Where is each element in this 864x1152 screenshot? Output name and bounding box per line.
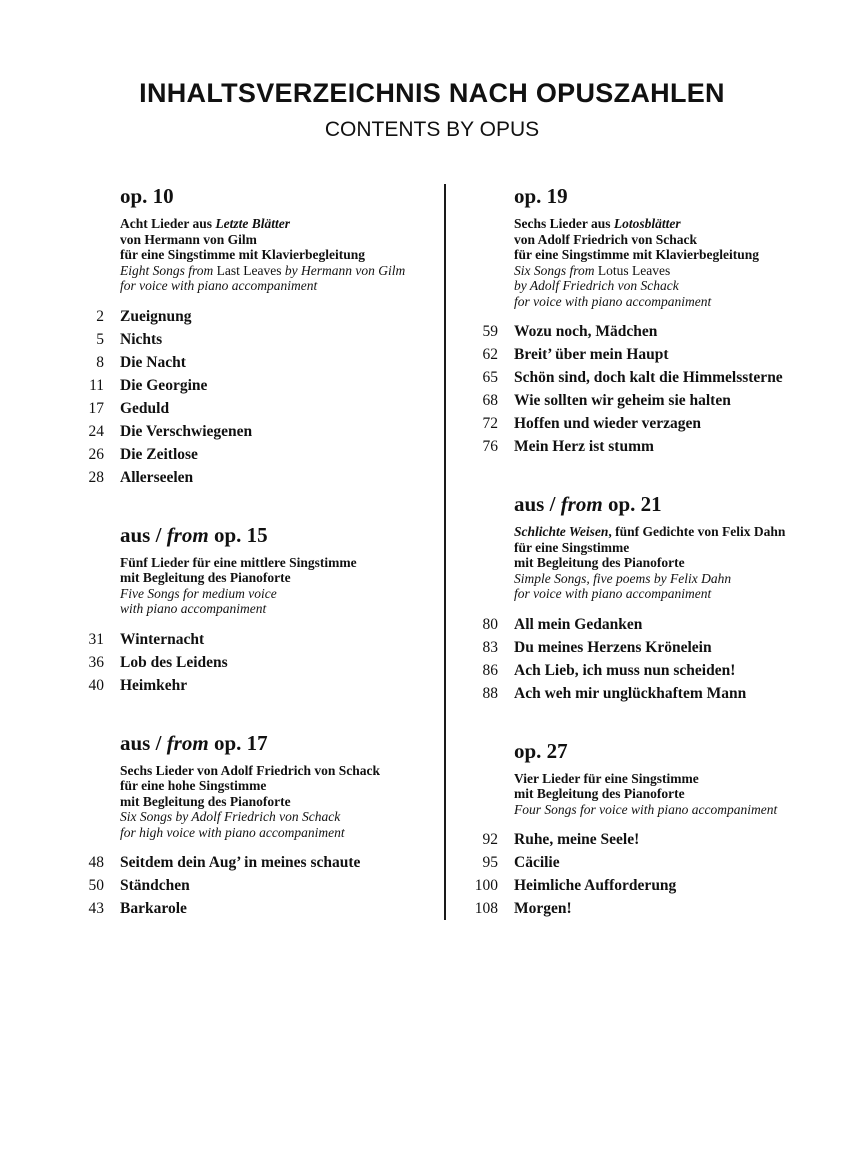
song-title: Breit’ über mein Haupt bbox=[514, 346, 669, 363]
section-description-line bbox=[64, 263, 418, 279]
song-page-number: 95 bbox=[482, 854, 498, 871]
song-entry bbox=[458, 343, 812, 366]
section-description-line bbox=[64, 232, 418, 248]
text-run: mit Begleitung des Pianoforte bbox=[120, 793, 291, 809]
song-page-number: 50 bbox=[88, 877, 104, 894]
opus-heading bbox=[64, 184, 418, 209]
song-page-number: 31 bbox=[88, 630, 104, 648]
section-description-line bbox=[458, 571, 812, 587]
song-page-number: 72 bbox=[482, 415, 498, 432]
song-list bbox=[458, 613, 812, 705]
section-description-line bbox=[64, 216, 418, 232]
page-subtitle: CONTENTS BY OPUS bbox=[324, 118, 540, 141]
text-run: for voice with piano accompaniment bbox=[514, 293, 712, 309]
song-list bbox=[64, 851, 418, 920]
song-title: Morgen! bbox=[514, 900, 572, 917]
text-run: with piano accompaniment bbox=[120, 601, 267, 616]
song-entry bbox=[458, 613, 812, 636]
song-list bbox=[64, 628, 418, 697]
text-run: Six Songs by Adolf Friedrich von Schack bbox=[120, 809, 341, 824]
song-title: Wie sollten wir geheim sie halten bbox=[514, 392, 731, 409]
text-run: op. 27 bbox=[514, 738, 568, 763]
column-right bbox=[446, 184, 812, 920]
section-description-line bbox=[64, 570, 418, 586]
song-list bbox=[64, 305, 418, 489]
song-page-number: 24 bbox=[88, 422, 104, 440]
opus-section bbox=[458, 739, 812, 921]
song-entry bbox=[64, 851, 418, 874]
section-description-line bbox=[458, 278, 812, 294]
section-description-line bbox=[64, 825, 418, 841]
song-entry bbox=[64, 897, 418, 920]
song-page-number: 83 bbox=[482, 638, 498, 656]
text-run: Schlichte Weisen bbox=[514, 524, 609, 539]
text-run: Sechs Lieder aus bbox=[514, 216, 614, 231]
song-entry bbox=[64, 397, 418, 420]
section-description-line bbox=[64, 778, 418, 794]
song-title: Nichts bbox=[120, 330, 163, 348]
song-title: Die Verschwiegenen bbox=[120, 422, 253, 440]
song-list bbox=[458, 320, 812, 458]
text-run: for voice with piano accompaniment bbox=[514, 586, 712, 601]
opus-heading bbox=[458, 739, 812, 764]
song-entry bbox=[64, 874, 418, 897]
song-entry bbox=[458, 389, 812, 412]
contents-columns bbox=[64, 184, 812, 920]
section-description-line bbox=[64, 809, 418, 825]
text-run: Lotosblätter bbox=[613, 216, 681, 231]
text-run: von Hermann von Gilm bbox=[120, 231, 257, 247]
text-run: aus / bbox=[120, 522, 167, 547]
song-entry bbox=[64, 628, 418, 651]
text-run: for high voice with piano accompaniment bbox=[120, 824, 345, 840]
page-title: INHALTSVERZEICHNIS NACH OPUSZAHLEN bbox=[139, 78, 725, 108]
song-entry bbox=[458, 897, 812, 920]
song-title: Die Nacht bbox=[120, 353, 186, 371]
song-page-number: 59 bbox=[482, 323, 498, 340]
text-run: für eine Singstimme bbox=[514, 539, 630, 555]
song-entry bbox=[64, 651, 418, 674]
section-description-line bbox=[64, 601, 418, 617]
opus-section bbox=[64, 731, 418, 921]
song-title: Du meines Herzens Krönelein bbox=[514, 638, 712, 656]
text-run: op. 17 bbox=[208, 730, 268, 755]
section-description-line bbox=[458, 263, 812, 279]
opus-section bbox=[458, 184, 812, 458]
song-title: Winternacht bbox=[120, 630, 205, 648]
section-description-line bbox=[64, 763, 418, 779]
song-entry bbox=[458, 851, 812, 874]
song-entry bbox=[64, 305, 418, 328]
song-page-number: 28 bbox=[88, 468, 104, 486]
text-run: Fünf Lieder für eine mittlere Singstimme bbox=[120, 554, 357, 570]
text-run: by Adolf Friedrich von Schack bbox=[514, 278, 679, 293]
section-description-line bbox=[64, 278, 418, 294]
song-entry bbox=[458, 874, 812, 897]
song-title: Seitdem dein Aug’ in meines schaute bbox=[120, 854, 361, 871]
song-title: Heimkehr bbox=[120, 676, 188, 694]
text-run: mit Begleitung des Pianoforte bbox=[120, 570, 291, 585]
song-entry bbox=[458, 412, 812, 435]
song-page-number: 88 bbox=[482, 684, 498, 702]
song-entry bbox=[64, 443, 418, 466]
text-run: Eight Songs from bbox=[120, 262, 217, 278]
song-page-number: 92 bbox=[482, 831, 498, 848]
text-run: from bbox=[166, 522, 209, 547]
song-title: Heimliche Aufforderung bbox=[514, 877, 677, 894]
opus-section bbox=[64, 523, 418, 697]
text-run: für eine Singstimme mit Klavierbegleitung bbox=[120, 247, 365, 262]
song-entry bbox=[458, 435, 812, 458]
song-page-number: 86 bbox=[482, 661, 498, 679]
song-entry bbox=[458, 828, 812, 851]
song-page-number: 65 bbox=[482, 369, 498, 386]
song-page-number: 5 bbox=[96, 330, 104, 348]
section-description-line bbox=[64, 555, 418, 571]
song-page-number: 40 bbox=[88, 676, 104, 694]
song-title: Ruhe, meine Seele! bbox=[514, 831, 640, 848]
song-page-number: 17 bbox=[88, 399, 104, 417]
section-description-line bbox=[458, 802, 812, 818]
text-run: Four Songs for voice with piano accompaniment bbox=[514, 801, 778, 817]
text-run: Acht Lieder aus bbox=[120, 216, 216, 231]
song-title: Allerseelen bbox=[120, 468, 194, 486]
song-page-number: 62 bbox=[482, 346, 498, 363]
song-title: Ach Lieb, ich muss nun scheiden! bbox=[514, 661, 736, 679]
song-entry bbox=[64, 374, 418, 397]
text-run: für eine hohe Singstimme bbox=[120, 778, 267, 793]
text-run: mit Begleitung des Pianoforte bbox=[514, 555, 685, 570]
song-entry bbox=[64, 420, 418, 443]
song-title: Lob des Leidens bbox=[120, 653, 228, 671]
song-entry bbox=[64, 674, 418, 697]
section-description-line bbox=[458, 586, 812, 602]
text-run: , fünf Gedichte von Felix Dahn bbox=[608, 524, 786, 539]
text-run: Lotus Leaves bbox=[597, 262, 671, 278]
section-description-line bbox=[458, 294, 812, 310]
text-run: Simple Songs, five poems by Felix Dahn bbox=[514, 570, 732, 586]
song-page-number: 100 bbox=[474, 877, 498, 894]
section-description-line bbox=[64, 794, 418, 810]
text-run: op. 10 bbox=[120, 184, 174, 208]
text-run: from bbox=[166, 730, 209, 755]
opus-heading bbox=[458, 492, 812, 517]
song-title: Schön sind, doch kalt die Himmelssterne bbox=[514, 369, 783, 386]
song-page-number: 108 bbox=[474, 900, 498, 917]
text-run: Five Songs for medium voice bbox=[120, 585, 277, 601]
text-run: from bbox=[560, 492, 603, 516]
song-title: Mein Herz ist stumm bbox=[514, 438, 654, 455]
song-entry bbox=[458, 366, 812, 389]
song-title: All mein Gedanken bbox=[514, 615, 643, 633]
section-description-line bbox=[458, 540, 812, 556]
section-description-line bbox=[64, 586, 418, 602]
text-run: op. 19 bbox=[514, 184, 568, 208]
song-entry bbox=[458, 659, 812, 682]
song-page-number: 80 bbox=[482, 615, 498, 633]
text-run: aus / bbox=[120, 730, 167, 755]
song-page-number: 26 bbox=[88, 445, 104, 463]
song-title: Wozu noch, Mädchen bbox=[514, 323, 658, 340]
text-run: aus / bbox=[514, 492, 561, 516]
song-entry bbox=[458, 636, 812, 659]
song-page-number: 43 bbox=[88, 900, 104, 917]
section-description-line bbox=[458, 524, 812, 540]
text-run: Letzte Blätter bbox=[215, 216, 291, 231]
section-description-line bbox=[458, 555, 812, 571]
section-description-line bbox=[64, 247, 418, 263]
song-title: Zueignung bbox=[120, 307, 192, 325]
text-run: von Adolf Friedrich von Schack bbox=[514, 231, 698, 247]
song-title: Ständchen bbox=[120, 877, 190, 894]
text-run: Vier Lieder für eine Singstimme bbox=[514, 770, 699, 786]
song-title: Die Zeitlose bbox=[120, 445, 198, 463]
text-run: op. 15 bbox=[208, 522, 268, 547]
text-run: Six Songs from bbox=[514, 262, 598, 278]
column-left bbox=[64, 184, 444, 920]
song-page-number: 48 bbox=[88, 854, 104, 871]
song-title: Barkarole bbox=[120, 900, 187, 917]
section-description-line bbox=[458, 247, 812, 263]
opus-heading bbox=[64, 523, 418, 548]
opus-heading bbox=[64, 731, 418, 756]
song-title: Hoffen und wieder verzagen bbox=[514, 415, 701, 432]
song-title: Cäcilie bbox=[514, 854, 560, 871]
opus-section bbox=[64, 184, 418, 489]
text-run: für eine Singstimme mit Klavierbegleitung bbox=[514, 247, 759, 262]
text-run: for voice with piano accompaniment bbox=[120, 278, 318, 293]
song-title: Die Georgine bbox=[120, 376, 208, 394]
section-description-line bbox=[458, 771, 812, 787]
song-title: Ach weh mir unglückhaftem Mann bbox=[514, 684, 747, 702]
text-run: Last Leaves bbox=[216, 262, 282, 278]
opus-section bbox=[458, 492, 812, 705]
song-entry bbox=[64, 351, 418, 374]
song-page-number: 2 bbox=[96, 307, 104, 325]
opus-heading bbox=[458, 184, 812, 209]
song-entry bbox=[64, 328, 418, 351]
text-run: mit Begleitung des Pianoforte bbox=[514, 786, 685, 801]
song-entry bbox=[64, 466, 418, 489]
song-entry bbox=[458, 320, 812, 343]
text-run: by Hermann von Gilm bbox=[281, 262, 406, 278]
song-page-number: 68 bbox=[482, 392, 498, 409]
song-title: Geduld bbox=[120, 399, 170, 417]
section-description-line bbox=[458, 232, 812, 248]
song-page-number: 76 bbox=[482, 438, 498, 455]
song-page-number: 36 bbox=[88, 653, 104, 671]
song-page-number: 8 bbox=[96, 353, 104, 371]
song-list bbox=[458, 828, 812, 920]
section-description-line bbox=[458, 216, 812, 232]
text-run: Sechs Lieder von Adolf Friedrich von Schack bbox=[120, 762, 381, 778]
song-page-number: 11 bbox=[89, 376, 104, 394]
text-run: op. 21 bbox=[602, 492, 662, 516]
song-entry bbox=[458, 682, 812, 705]
section-description-line bbox=[458, 786, 812, 802]
